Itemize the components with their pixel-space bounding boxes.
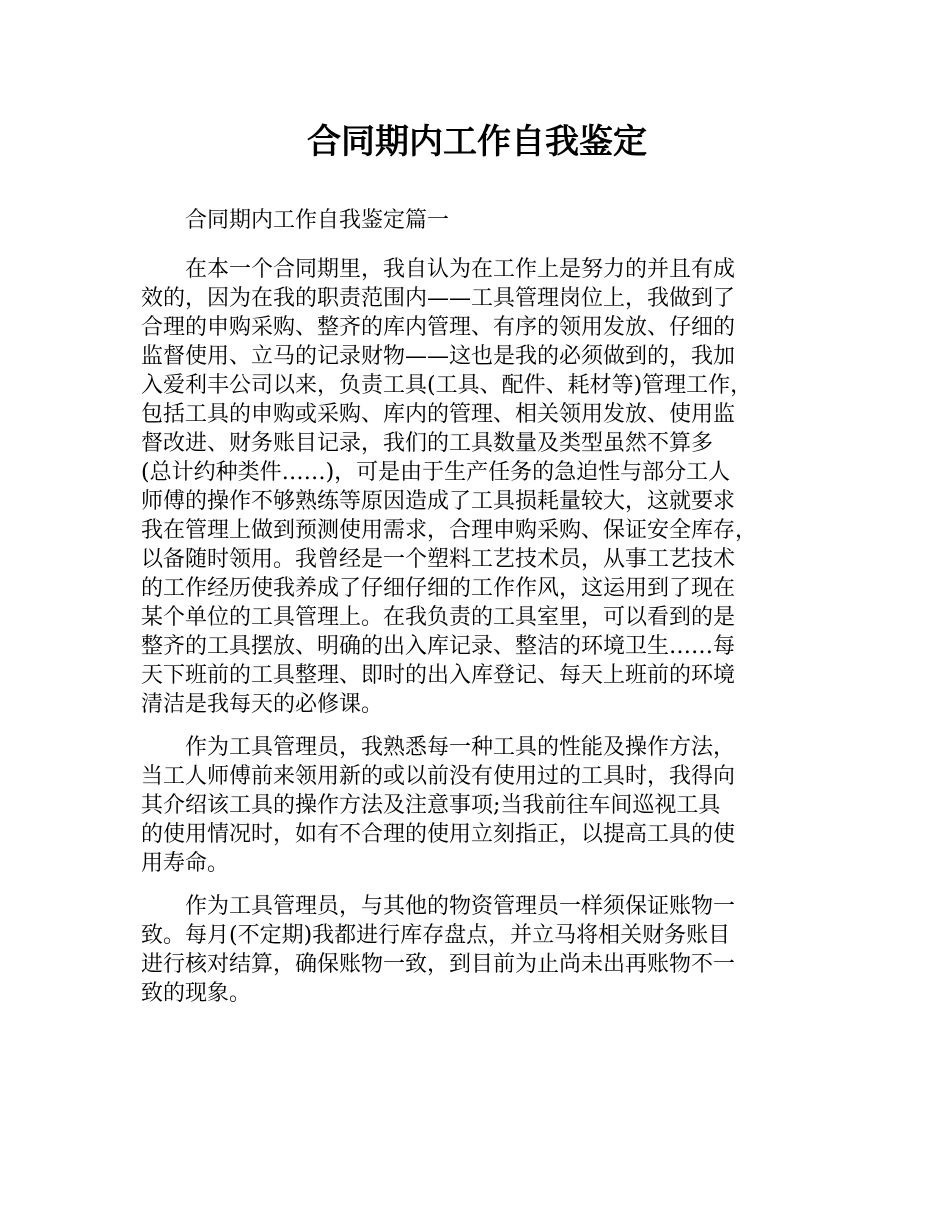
paragraph-line: 在本一个合同期里，我自认为在工作上是努力的并且有成 <box>185 257 736 282</box>
body-paragraph <box>141 733 813 878</box>
paragraph-line: 我在管理上做到预测使用需求，合理申购采购、保证安全库存， <box>141 518 758 543</box>
body-paragraph <box>141 892 813 1008</box>
paragraph-line: 以备随时领用。我曾经是一个塑料工艺技术员，从事工艺技术 <box>141 547 736 572</box>
body-paragraph <box>141 255 813 719</box>
document-body <box>141 255 813 1008</box>
paragraph-line: 致的现象。 <box>141 981 252 1006</box>
paragraph-line: 作为工具管理员，我熟悉每一种工具的性能及操作方法， <box>185 735 736 760</box>
document-title: 合同期内工作自我鉴定 <box>307 122 647 162</box>
paragraph-line: 监督使用、立马的记录财物——这也是我的必须做到的，我加 <box>141 344 736 369</box>
document-page <box>141 118 813 1022</box>
paragraph-line: 入爱利丰公司以来，负责工具(工具、配件、耗材等)管理工作， <box>141 373 753 398</box>
paragraph-line: 其介绍该工具的操作方法及注意事项;当我前往车间巡视工具 <box>141 793 721 818</box>
paragraph-line: 某个单位的工具管理上。在我负责的工具室里，可以看到的是 <box>141 605 736 630</box>
paragraph-line: 的工作经历使我养成了仔细仔细的工作作风，这运用到了现在 <box>141 576 736 601</box>
paragraph-line: 的使用情况时，如有不合理的使用立刻指正，以提高工具的使 <box>141 822 736 847</box>
paragraph-line: 师傅的操作不够熟练等原因造成了工具损耗量较大，这就要求 <box>141 489 736 514</box>
paragraph-line: 合理的申购采购、整齐的库内管理、有序的领用发放、仔细的 <box>141 315 736 340</box>
document-subheading: 合同期内工作自我鉴定篇一 <box>185 208 450 233</box>
paragraph-line: 督改进、财务账目记录，我们的工具数量及类型虽然不算多 <box>141 431 714 456</box>
paragraph-line: 用寿命。 <box>141 851 230 876</box>
paragraph-line: 整齐的工具摆放、明确的出入库记录、整洁的环境卫生……每 <box>141 634 736 659</box>
paragraph-line: 天下班前的工具整理、即时的出入库登记、每天上班前的环境 <box>141 663 736 688</box>
paragraph-line: 清洁是我每天的必修课。 <box>141 692 384 717</box>
paragraph-line: 包括工具的申购或采购、库内的管理、相关领用发放、使用监 <box>141 402 736 427</box>
paragraph-line: 致。每月(不定期)我都进行库存盘点，并立马将相关财务账目 <box>141 923 731 948</box>
paragraph-line: 作为工具管理员，与其他的物资管理员一样须保证账物一 <box>185 894 736 919</box>
paragraph-line: (总计约种类件……)，可是由于生产任务的急迫性与部分工人 <box>141 460 731 485</box>
paragraph-line: 进行核对结算，确保账物一致，到目前为止尚未出再账物不一 <box>141 952 736 977</box>
paragraph-line: 效的，因为在我的职责范围内——工具管理岗位上，我做到了 <box>141 286 736 311</box>
paragraph-line: 当工人师傅前来领用新的或以前没有使用过的工具时，我得向 <box>141 764 736 789</box>
